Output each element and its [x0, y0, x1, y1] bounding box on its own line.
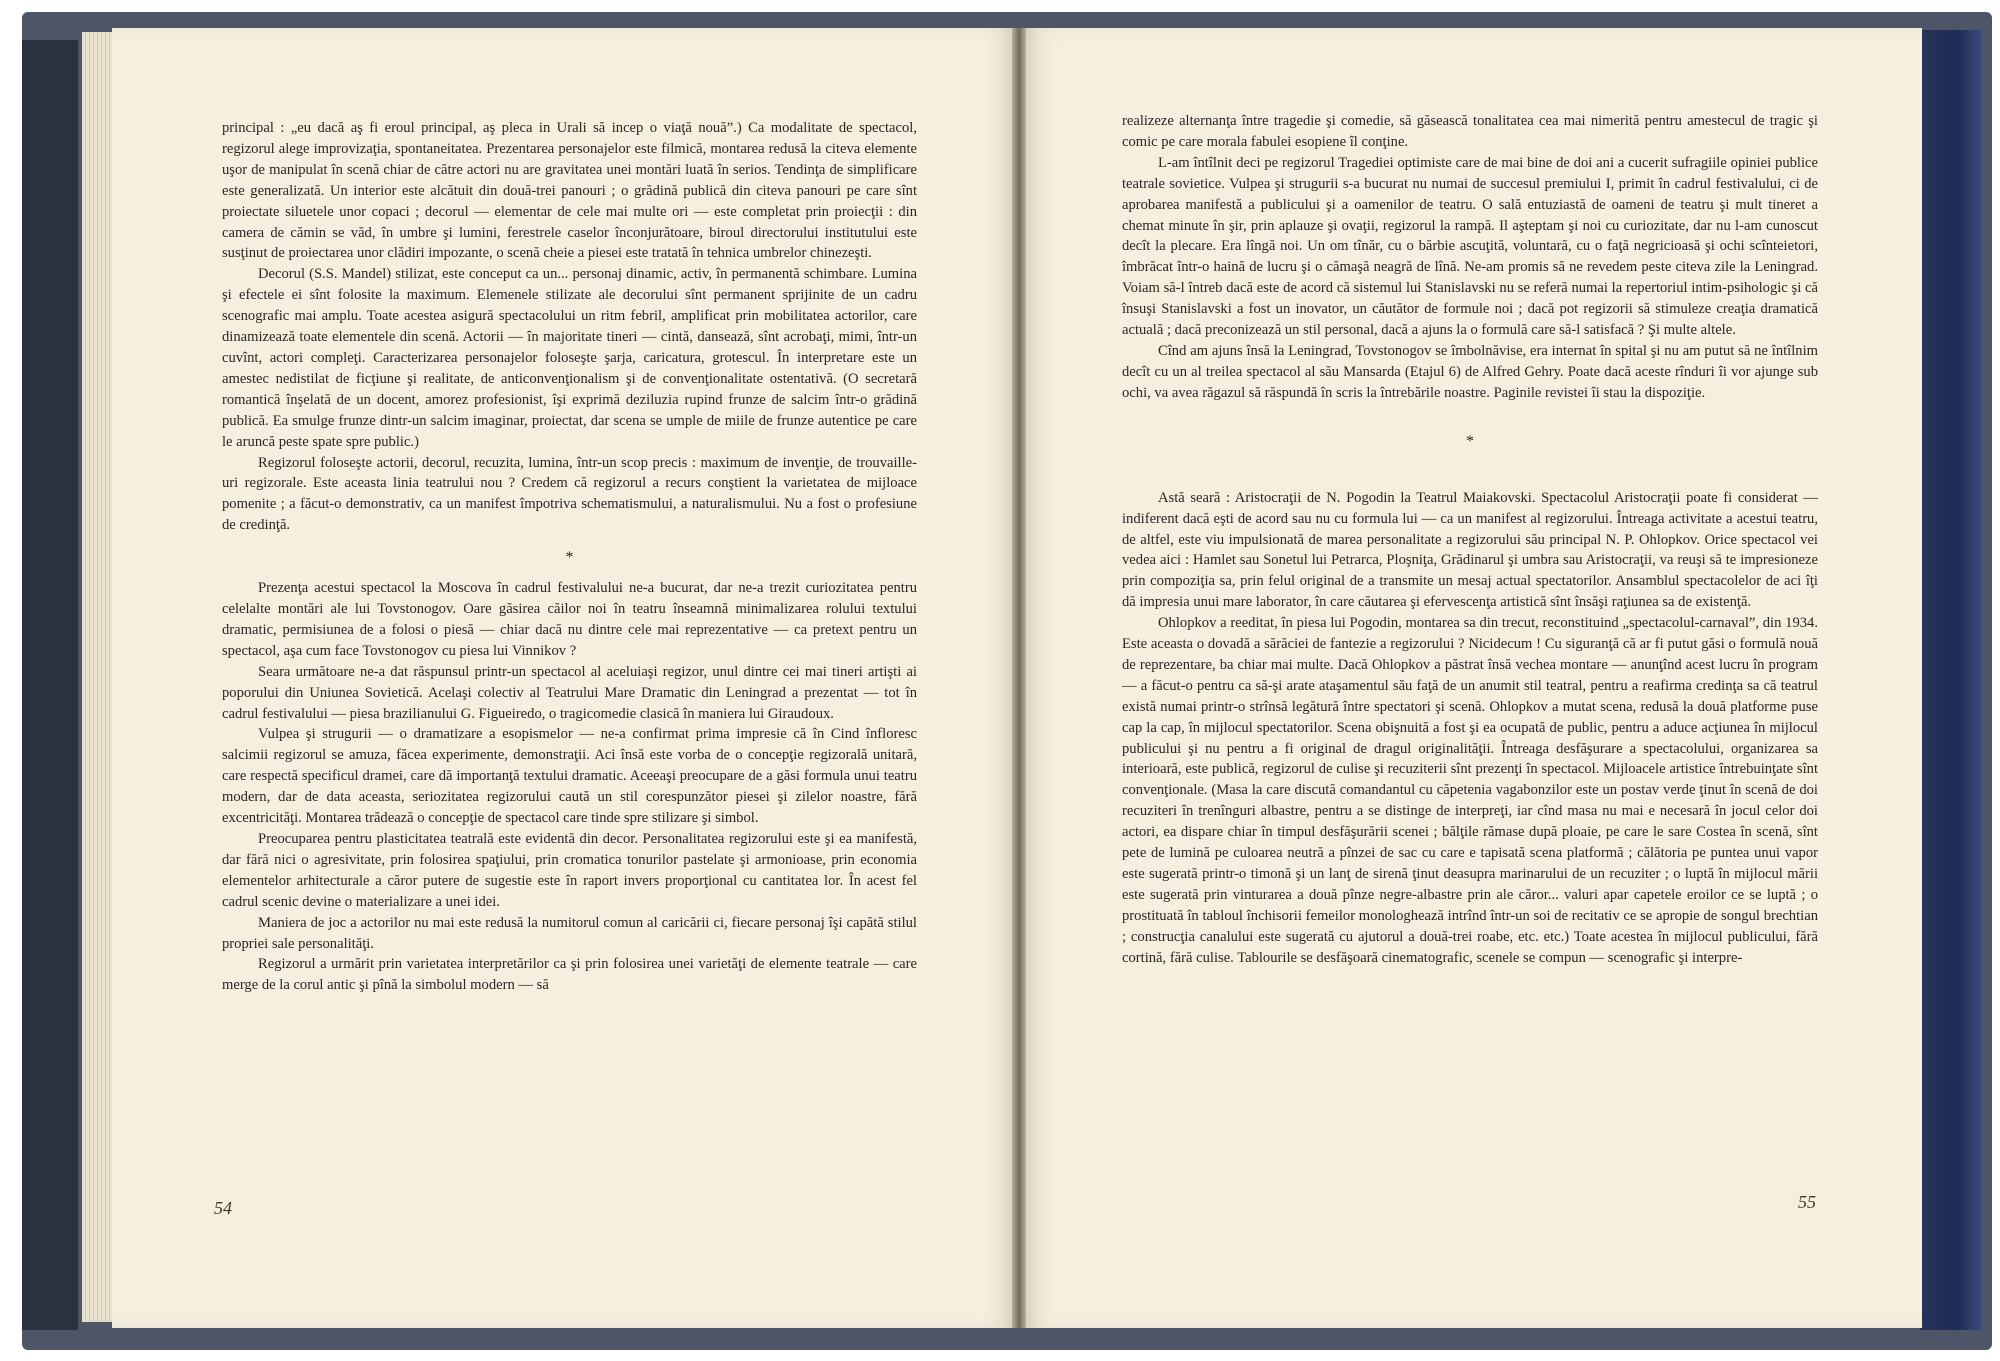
paragraph: L-am întîlnit deci pe regizorul Tragediei optimiste care de mai bine de doi ani a cucerit sufragiile opiniei publice teatrale sovietice. Vulpea şi strugurii s-a bucurat nu numai de succesul premiului I, primit în cadrul festivalului, ci de aprobarea manifestă a publicului şi a oamenilor de teatru. O sală entuziastă de oameni de teatru şi mult tineret a chemat minute în şir, prin aplauze şi ovaţii, regizorul la rampă. Il aşteptam şi noi cu curiozitate, dar nu l-am cunoscut decît la plecare. Era lîngă noi. Un om tînăr, cu o bărbie ascuţită, voluntară, cu o faţă negricioasă şi ochi scînteietori, îmbrăcat într-o haină de lucru şi o cămaşă neagră de lînă. Ne-am promis să ne revedem peste citeva zile la Leningrad. Voiam să-l întreb dacă este de acord că sistemul lui Stanislavski nu se referă numai la repertoriul intim-psihologic şi că însuşi Stanislavski a fost un inovator, un căutător de formule noi ; dacă pot regizorii să stimuleze creaţia dramatică actuală ; dacă preconizează un stil personal, dacă a ajuns la o formulă care să-l satisfacă ? Şi multe altele.: [1122, 154, 1818, 339]
paragraph: Preocuparea pentru plasticitatea teatrală este evidentă din decor. Personalitatea regizorului este şi ea manifestă, dar fără nici o agresivitate, prin folosirea spaţiului, prin cromatica tonurilor pastelate şi armonioase, prin economia elementelor arhitecturale a căror putere de sugestie este în raport invers proporţional cu cantitatea lor. În acest fel cadrul scenic devine o materializare a unei idei.: [222, 831, 917, 910]
paragraph: Maniera de joc a actorilor nu mai este redusă la numitorul comun al caricării ci, fiecare personaj îşi capătă stilul propriei sale personalităţi.: [222, 914, 917, 952]
paragraph: principal : „eu dacă aş fi eroul principal, aş pleca in Urali să incep o viaţă nouă”.) Ca modalitate de spectacol, regizorul alege improvizaţia, spontaneitatea. Prezentarea personajelor este filmică, montarea redusă la citeva elemente uşor de manipulat în scenă chiar de către actori nu are gravitatea unei montări luată în serios. Tendinţa de simplificare este generalizată. Un interior este alcătuit din două-trei panouri ; o grădină publică din citeva panouri pe care sînt proiectate siluetele unor copaci ; decorul — elementar de cele mai multe ori — este completat prin proiecţii : din camera de cămin se văd, în umbre şi lumini, ferestrele caselor înconjurătoare, biroul directorului institutului este susţinut de proiectarea unor clădiri impozante, o scenă cheie a piesei este tratată în tehnica umbrelor chinezeşti.: [222, 120, 917, 262]
paragraph: Regizorul foloseşte actorii, decorul, recuzita, lumina, într-un scop precis : maximum de invenţie, de trouvaille-uri regizorale. Este aceasta linia teatrului nou ? Credem că regizorul a recurs conştient la varietatea de mijloace pomenite ; a făcut-o demonstrativ, ca un manifest împotriva schematismului, a naturalismului. Nu a fost o profesiune de credinţă.: [222, 454, 917, 534]
page-number-right: 55: [1798, 1192, 1816, 1212]
paragraph: Prezenţa acestui spectacol la Moscova în cadrul festivalului ne-a bucurat, dar ne-a trezit curiozitatea pentru celelalte montări ale lui Tovstonogov. Oare găsirea căilor noi în teatru înseamnă minimalizarea rolului textului dramatic, permisiunea de a folosi o piesă — chiar dacă nu dintre cele mai reprezentative — ca pretext pentru un spectacol, aşa cum face Tovstonogov cu piesa lui Vinnikov ?: [222, 580, 917, 659]
left-page-text: [222, 118, 917, 996]
section-separator: *: [1466, 432, 1474, 450]
paragraph: realizeze alternanţa între tragedie şi comedie, să găsească tonalitatea cea mai nimerită pentru amestecul de tragic şi comic pe care morala fabulei esopiene îl conţine.: [1122, 113, 1818, 150]
paragraph: Regizorul a urmărit prin varietatea interpretărilor ca şi prin folosirea unei varietăţi de elemente teatrale — care merge de la corul antic şi pînă la simbolul modern — să: [222, 956, 917, 994]
paragraph: Ohlopkov a reeditat, în piesa lui Pogodin, montarea sa din trecut, reconstituind „spectacolul-carnaval”, din 1934. Este aceasta o dovadă a sărăciei de fantezie a regizorului ? Nicidecum ! Cu siguranţă că ar fi putut găsi o formulă nouă de reprezentare, ba chiar mai multe. Dacă Ohlopkov a păstrat însă vechea montare — anunţînd acest lucru în program — a făcut-o pentru ca să-şi arate ataşamentul său faţă de un anumit stil teatral, pentru a reafirma credinţa sa că teatrul există numai printr-o strînsă legătură între spectatori şi scenă. Ohlopkov a mutat scena, redusă la două platforme puse cap la cap, în mijlocul spectatorilor. Scena obişnuită a fost şi ea ocupată de public, pentru a aduce acţiunea în mijlocul publicului şi nu pentru a fi original de dragul originalităţii. Întreaga desfăşurare a spectacolului, organizarea sa interioară, este publică, regizorul de culise şi recuziterii sînt prezenţi în spectacol. Mijloacele artistice întrebuinţate sînt convenţionale. (Masa la care discută comandantul cu căpetenia vagabonzilor este un postav verde ţinut în scenă de doi recuziteri în trenînguri albastre, pentru a se distinge de interpreţi, iar cînd masa nu mai e necesară în jocul celor doi actori, ea dispare chiar în timpul desfăşurării scenei ; bălţile rămase după ploaie, pe care le sare Costea în scenă, sînt pete de lumină pe culoarea neutră a pînzei de sac cu care e tapisată scena platformă ; călătoria pe puntea unui vapor este sugerată printr-o timonă şi un lanţ de sirenă ţinut deasupra marinarului de un recuziter ; o luptă în mijlocul mării este sugerată prin vinturarea a două pînze negre-albastre prin ale căror... valuri apar capetele eroilor ce se luptă ; o prostituată în tabloul închisorii femeilor monologhează intrînd într-un soi de recitativ ce se apropie de songul brechtian ; construcţia canalului este sugerată cu ajutorul a două-trei roabe, etc. etc.) Toate acestea în mijlocul publicului, fără cortină, fără culise. Tablourile se desfăşoară cinematografic, scenele se compun — scenografic şi interpre-: [1122, 615, 1818, 966]
paragraph: Seara următoare ne-a dat răspunsul printr-un spectacol al aceluiaşi regizor, unul dintre cei mai tineri artişti ai poporului din Uniunea Sovietică. Acelaşi colectiv al Teatrului Mare Dramatic din Leningrad a prezentat — tot în cadrul festivalului — piesa brazilianului G. Figueiredo, o tragicomedie clasică în maniera lui Giraudoux.: [222, 663, 917, 722]
section-separator: *: [565, 549, 574, 567]
page-number-left: 54: [214, 1198, 232, 1218]
cover-edge-right: [1920, 30, 1982, 1330]
paragraph: Decorul (S.S. Mandel) stilizat, este conceput ca un... personaj dinamic, activ, în permanentă schimbare. Lumina şi efectele ei sînt folosite la maximum. Elemenele stilizate ale decorului sînt permanent sprijinite de un cadru scenografic mai amplu. Toate acestea asigură spectacolului un ritm febril, amplificat prin mobilitatea actorilor, care dinamizează toate elementele din scenă. Actorii — în majoritate tineri — cintă, dansează, sînt acrobaţi, mimi, într-un cuvînt, actori compleţi. Caracterizarea personajelor foloseşte şarja, caricatura, grotescul. În interpretare este un amestec nedistilat de ficţiune şi realitate, de anticonvenţionalism şi de convenţionalitate ostentativă. (O secretară romantică înşelată de un docent, amorez profesionist, îşi exprimă deziluzia rupind frunze de salcim într-o grădină publică. Ea smulge frunze dintr-un salcim imaginar, proiectat, dar scena se umple de miile de frunze autentice pe care le aruncă peste spate spre public.): [222, 266, 917, 450]
cover-spine-left: [22, 40, 78, 1330]
right-page-text: [1122, 111, 1818, 969]
paragraph: Cînd am ajuns însă la Leningrad, Tovstonogov se îmbolnăvise, era internat în spital şi nu am putut să ne întîlnim decît cu un al treilea spectacol al său Mansarda (Etajul 6) de Alfred Gehry. Poate dacă aceste rînduri îi vor ajunge sub ochi, va avea răgazul să răspundă în scris la întrebările noastre. Paginile revistei îi stau la dispoziţie.: [1122, 342, 1818, 401]
paragraph: Astă seară : Aristocraţii de N. Pogodin la Teatrul Maiakovski. Spectacolul Aristocraţii poate fi considerat — indiferent dacă eşti de acord sau nu cu formula lui — ca un manifest al regizorului. Întreaga activitate a acestui teatru, de altfel, este viu impulsionată de marea personalitate a regizorului său principal N. P. Ohlopkov. Orice spectacol vei vedea aici : Hamlet sau Sonetul lui Petrarca, Ploşniţa, Grădinarul şi umbra sau Aristocraţii, va reuşi să te impresioneze prin compoziţia sa, prin felul original de a transmite un mesaj actual spectatorilor. Ansamblul spectacolelor de aci îţi dă impresia unui mare laborator, în care căutarea şi efervescenţa artistică sînt însăşi raţiunea sa de existenţă.: [1122, 489, 1818, 611]
paragraph: Vulpea şi strugurii — o dramatizare a esopismelor — ne-a confirmat prima impresie că în Cind înfloresc salcimii regizorul se amuza, făcea experimente, demonstraţii. Aci însă este vorba de o concepţie regizorală unitară, care respectă specificul dramei, care dă importanţă textului dramatic. Aceeaşi preocupare de a găsi formula unui teatru modern, dar de data aceasta, seriozitatea regizorului caută un stil corespunzător piesei şi zilelor noastre, fără excentricităţi. Montarea trădează o concepţie de spectacol care tinde spre stilizare şi simbol.: [222, 726, 917, 827]
book-gutter: [1012, 28, 1026, 1328]
